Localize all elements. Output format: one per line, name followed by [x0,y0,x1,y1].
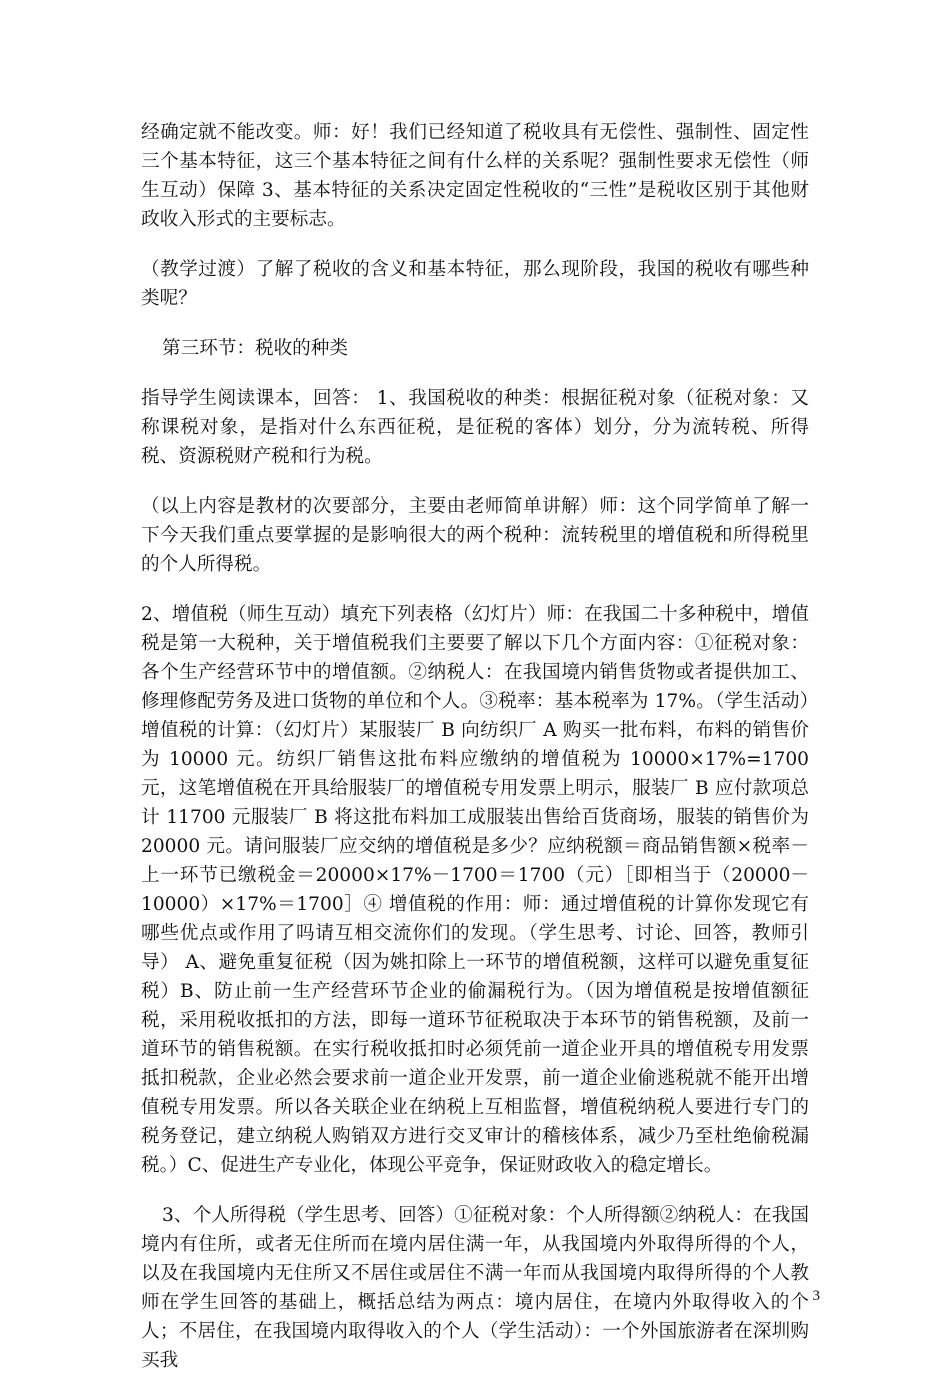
paragraph-teaching-transition: （教学过渡）了解了税收的含义和基本特征，那么现阶段，我国的税收有哪些种类呢？ [141,259,809,309]
paragraph-teacher-explanation: （以上内容是教材的次要部分，主要由老师简单讲解）师：这个同学简单了解一下今天我们重点要掌握的是影响很大的两个税种：流转税里的增值税和所得税里的个人所得税。 [141,496,809,575]
paragraph-value-added-tax: 2、增值税（师生互动）填充下列表格（幻灯片）师：在我国二十多种税中，增值税是第一大税种，关于增值税我们主要要了解以下几个方面内容：①征税对象：各个生产经营环节中的增值额。②纳税人：在我国境内销售货物或者提供加工、修理修配劳务及进口货物的单位和个人。③税率：基本税率为 17%。（学生活动）增值税的计算：（幻灯片）某服装厂 B 向纺织厂 A 购买一批布料，布料的销售价为 10000 元。纺织厂销售这批布料应缴纳的增值税为 10000×17%=1700 元，这笔增值税在开具给服装厂的增值税专用发票上明示，服装厂 B 应付款项总计 11700 元服装厂 B 将这批布料加工成服装出售给百货商场，服装的销售价为 20000 元。请问服装厂应交纳的增值税是多少？应纳税额＝商品销售额×税率－上一环节已缴税金＝20000×17%－1700＝1700（元）［即相当于（20000－10000）×17%＝1700］④ 增值税的作用：师：通过增值税的计算你发现它有哪些优点或作用了吗请互相交流你们的发现。（学生思考、讨论、回答，教师引导） A、避免重复征税（因为姚扣除上一环节的增值税额，这样可以避免重复征税）B、防止前一生产经营环节企业的偷漏税行为。（因为增值税是按增值额征税，采用税收抵扣的方法，即每一道环节征税取决于本环节的销售税额，及前一道环节的销售税额。在实行税收抵扣时必须凭前一道企业开具的增值税专用发票抵扣税款，企业必然会要求前一道企业开发票，前一道企业偷逃税就不能开出增值税专用发票。所以各关联企业在纳税上互相监督，增值税纳税人要进行专门的税务登记，建立纳税人购销双方进行交叉审计的稽核体系，减少乃至杜绝偷税漏税。）C、促进生产专业化，体现公平竞争，保证财政收入的稳定增长。 [141,604,809,1176]
paragraph-tax-categories: 指导学生阅读课本，回答： 1、我国税收的种类：根据征税对象（征税对象：又称课税对象，是指对什么东西征税，是征税的客体）划分，分为流转税、所得税、资源税财产税和行为税。 [141,388,809,467]
page-body [141,118,809,1396]
section-heading-tax-types: 第三环节：税收的种类 [162,338,348,359]
paragraph-personal-income-tax: 3、个人所得税（学生思考、回答）①征税对象：个人所得额②纳税人：在我国境内有住所，或者无住所而在境内居住满一年，从我国境内外取得所得的个人，以及在我国境内无住所又不居住或居住不满一年而从我国境内取得所得的个人教师在学生回答的基础上，概括总结为两点：境内居住，在境内外取得收入的个人；不居住，在我国境内取得收入的个人（学生活动）：一个外国旅游者在深圳购买我 [141,1205,809,1371]
paragraph-tax-characteristics: 经确定就不能改变。师：好！我们已经知道了税收具有无偿性、强制性、固定性三个基本特征，这三个基本特征之间有什么样的关系呢？强制性要求无偿性（师生互动）保障 3、基本特征的关系决定固定性税收的“三性”是税收区别于其他财政收入形式的主要标志。 [141,122,809,230]
page-number: 3 [812,1288,820,1304]
